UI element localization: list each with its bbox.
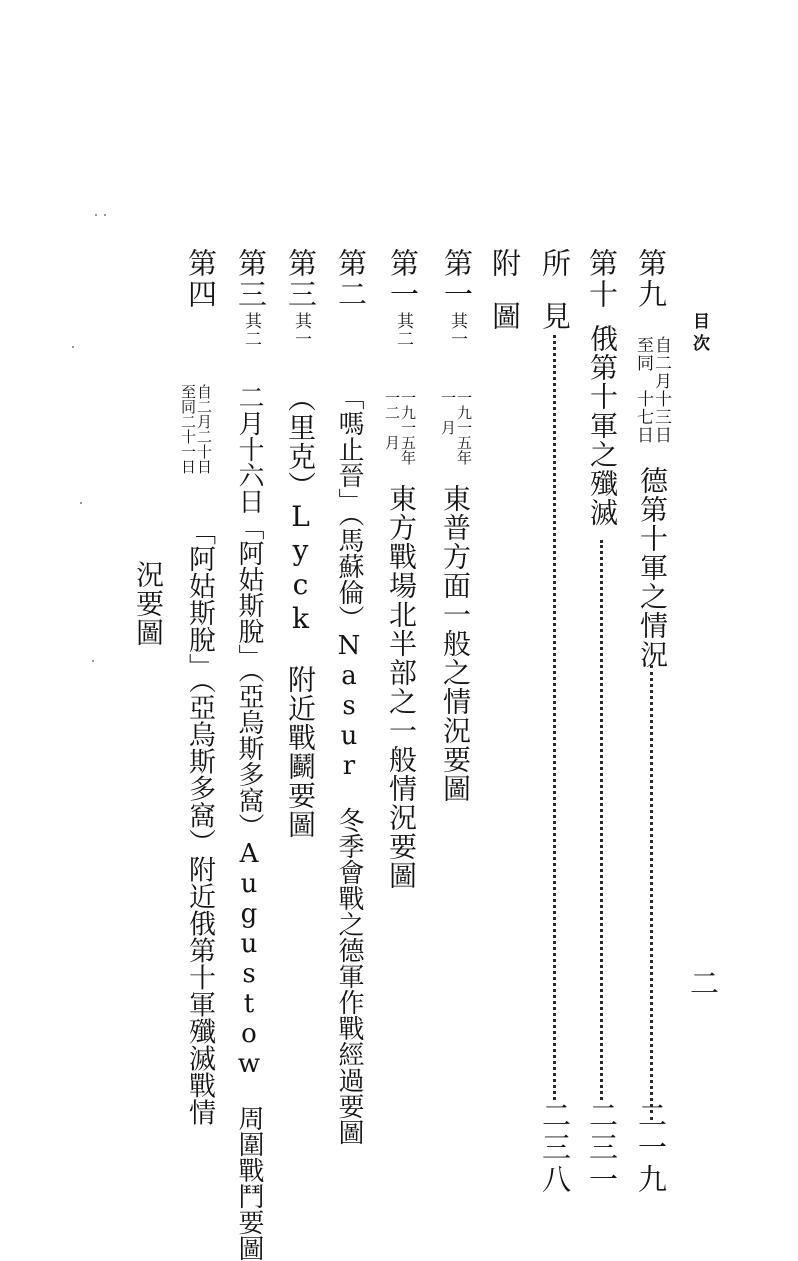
scan-speck [104, 214, 106, 216]
entry-9-date-from: 自二月十三日 [651, 336, 671, 444]
fig-2-label: 第二 [334, 248, 368, 310]
entry-10-label: 第十 [585, 248, 619, 310]
fig-4-label: 第四 [184, 248, 218, 310]
fig-1-1-dates [440, 390, 471, 465]
fig-4-date-to: 至同二十一日 [179, 384, 197, 474]
entry-10-page: 二三一 [585, 1100, 619, 1196]
entry-observations-leader-dots [553, 335, 556, 1100]
scan-speck [72, 346, 74, 348]
fig-1-2-sub: 其二 [393, 312, 413, 348]
fig-4-title[interactable]: 「阿姑斯脫」（亞烏斯多窩）附近俄第十軍殲滅戰情 [184, 518, 215, 1126]
entry-9-date-to: 至同 十七日 [633, 336, 653, 444]
fig-3-2-label: 第三 [234, 248, 268, 310]
fig-2-title[interactable]: 「嗎止晉」（馬蘇倫）Nasur 冬季會戰之德軍作戰經過要圖 [334, 384, 364, 1145]
scan-speck [95, 214, 97, 216]
fig-3-1-title[interactable]: （里克）Lyck 附近戰鬬要圖 [284, 384, 317, 839]
scan-speck [92, 660, 94, 662]
page-number: 二 [686, 968, 720, 1000]
fig-3-1-sub: 其一 [291, 312, 311, 348]
entry-9-leader-dots [650, 665, 653, 1120]
fig-1-2-year: 一九一五年 [399, 390, 417, 465]
fig-1-1-month: 一 月 [439, 390, 457, 435]
fig-4-dates [180, 384, 211, 474]
fig-4-title-continued: 況要圖 [132, 560, 165, 647]
fig-3-2-sub: 其二 [241, 312, 261, 348]
entry-9-dates [634, 336, 669, 444]
entry-10-leader-dots [600, 540, 603, 1100]
fig-1-1-title[interactable]: 東普方面一般之情況要圖 [439, 484, 472, 803]
entry-10-title[interactable]: 俄第十軍之殲滅 [586, 324, 619, 527]
fig-1-2-month: 一二 月 [383, 390, 401, 450]
entry-9-label: 第九 [634, 248, 668, 310]
fig-1-2-dates [384, 390, 415, 465]
scan-speck [80, 502, 82, 504]
fig-1-1-label: 第一 [440, 248, 474, 310]
fig-4-date-from: 自二月二十日 [195, 384, 213, 474]
fig-1-1-year: 一九一五年 [455, 390, 473, 465]
entry-observations-page: 二三八 [538, 1100, 572, 1196]
page-header-title: 目次 [689, 312, 709, 356]
fig-1-2-label: 第一 [386, 248, 420, 310]
entry-9-title[interactable]: 德第十軍之情況 [636, 466, 669, 669]
entry-observations-label: 所見 [538, 248, 572, 354]
fig-1-2-title[interactable]: 東方戰場北半部之一般情況要圖 [385, 484, 418, 890]
appendix-figures-label: 附圖 [488, 248, 522, 354]
fig-1-1-sub: 其一 [447, 312, 467, 348]
entry-9-page: 二一九 [634, 1100, 668, 1196]
fig-3-1-label: 第三 [284, 248, 318, 310]
fig-3-2-title[interactable]: 二月十六日「阿姑斯脫」（亞烏斯多窩）Augustow 周圍戰鬥要圖 [234, 384, 264, 1261]
